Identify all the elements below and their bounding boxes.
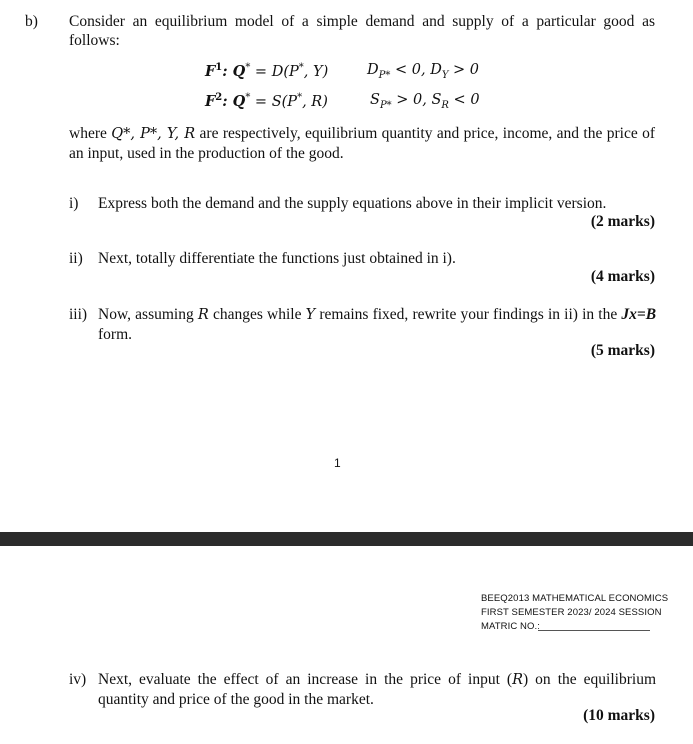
part-iii-marks: (5 marks): [590, 342, 655, 359]
equation-supply: $F^2$: Q* = S(P*, R): [205, 92, 328, 110]
part-ii-text: Next, totally differentiate the functions just obtained in i).: [98, 250, 456, 267]
part-iv-text-b: ) on the equilibrium quantity and price of the good in the market.: [98, 671, 656, 708]
part-iv-text-a: Next, evaluate the effect of an increase in the price of input (: [98, 671, 513, 688]
part-iv-number: iv): [69, 671, 87, 688]
part-iii-text-a: Now, assuming: [98, 306, 194, 323]
part-iii-text-b: changes while: [212, 306, 302, 323]
footer-matric: [481, 619, 540, 635]
equation-supply-condition: $S_{P*} > 0$, $S_R < 0$: [370, 92, 480, 111]
part-iii-text-c: remains fixed, rewrite your findings in ii) in the: [319, 306, 618, 323]
part-iii-text-d: form.: [98, 326, 133, 343]
part-iv-marks: (10 marks): [583, 707, 655, 724]
question-label: b): [25, 13, 38, 30]
part-iii-var-r: R: [197, 307, 209, 323]
part-i-marks: (2 marks): [590, 213, 655, 230]
explanation-pre: where: [69, 125, 107, 142]
part-ii-marks: (4 marks): [590, 268, 655, 285]
footer-semester: FIRST SEMESTER 2023/ 2024 SESSION: [481, 607, 662, 618]
explanation-post: are respectively, equilibrium quantity and price, income, and the price of an input, used in the production of the good.: [69, 125, 656, 162]
page-break-divider: [0, 532, 693, 546]
equation-demand: $F^1$: Q* = D(P*, Y): [205, 62, 329, 80]
part-i-text: Express both the demand and the supply equations above in their implicit version.: [98, 195, 607, 212]
part-iii-number: iii): [69, 306, 88, 323]
explanation-variables: Q*, P*, Y, R: [111, 126, 196, 142]
matric-underline: [538, 630, 650, 631]
part-ii-number: ii): [69, 250, 83, 267]
question-explanation: [69, 124, 655, 163]
part-iii-jxb: Jx=B: [621, 306, 657, 323]
part-iii-text: [98, 305, 656, 344]
part-iv-var-r: R: [512, 672, 523, 688]
part-iii-var-y: Y: [305, 307, 316, 323]
footer-course: BEEQ2013 MATHEMATICAL ECONOMICS: [481, 593, 669, 604]
question-intro: Consider an equilibrium model of a simple demand and supply of a particular good as follows:: [69, 13, 655, 49]
part-i-number: i): [69, 195, 79, 212]
equation-demand-condition: $D_{P*} < 0$, $D_Y > 0$: [367, 62, 480, 81]
footer-matric-label: MATRIC NO.:: [481, 621, 540, 632]
page-number: 1: [334, 456, 341, 470]
part-iv-text: [98, 670, 656, 709]
